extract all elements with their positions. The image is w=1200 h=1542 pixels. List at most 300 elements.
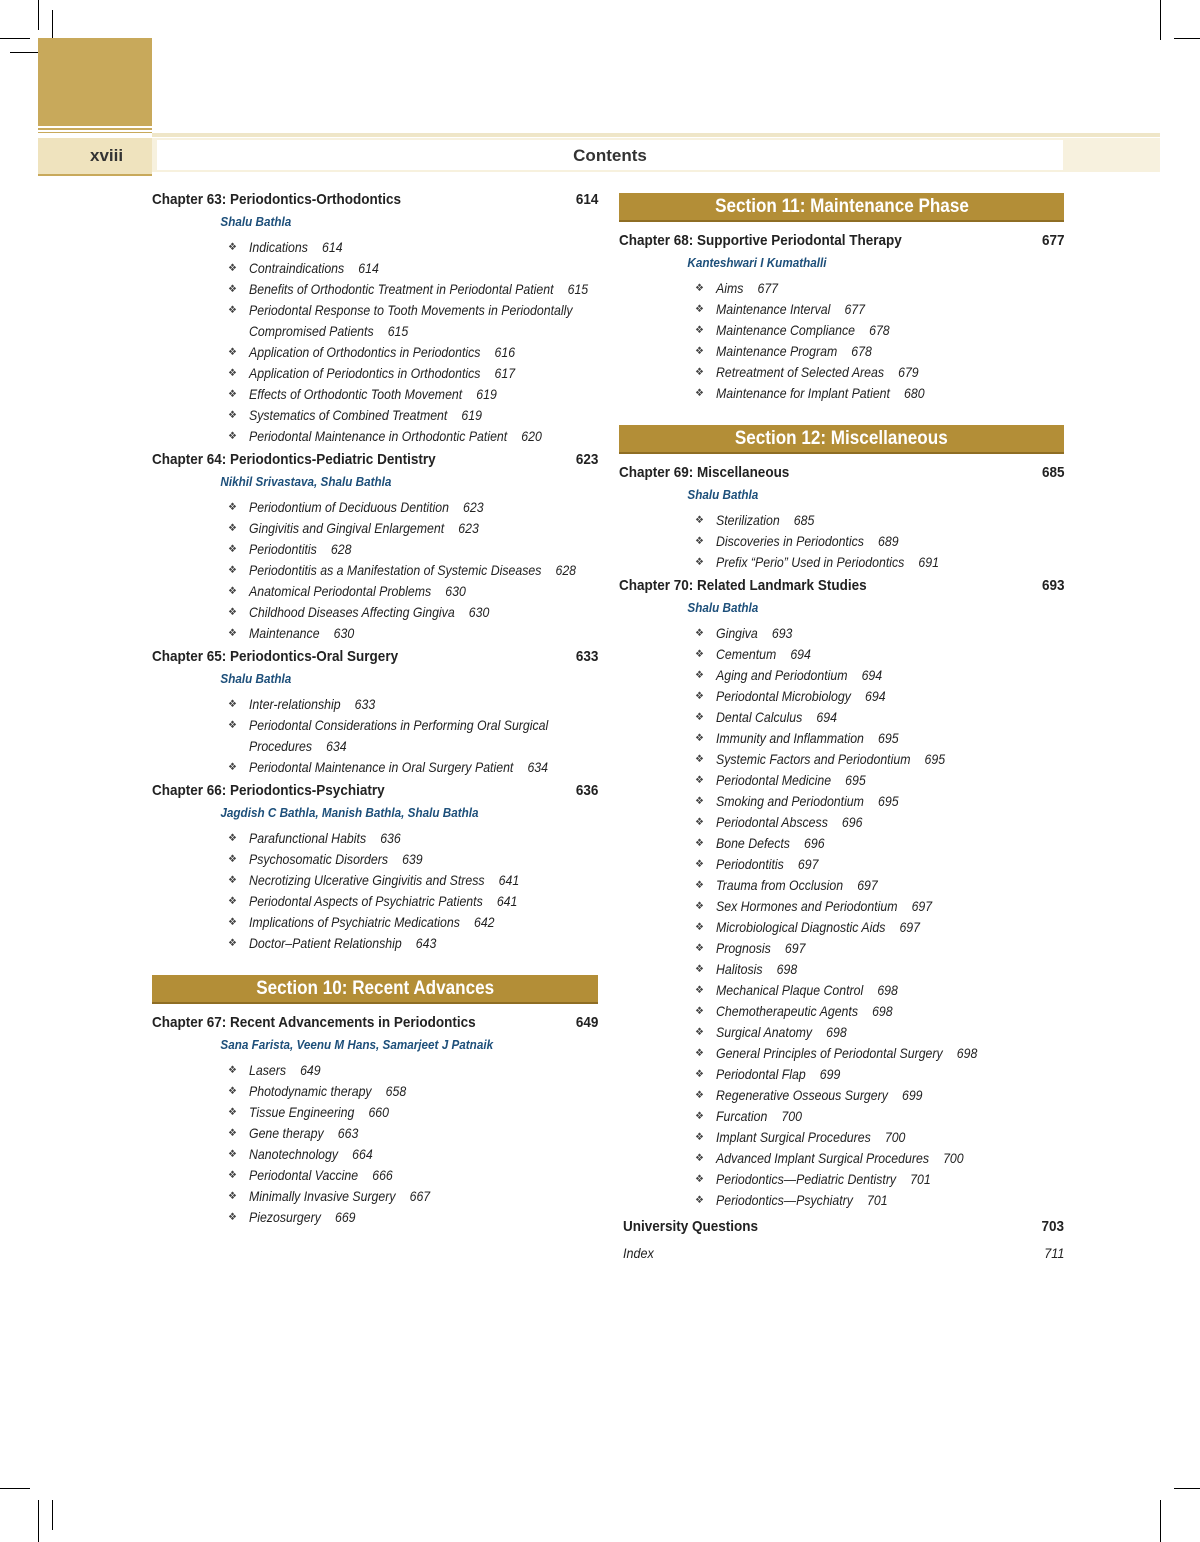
topic-item: [693, 875, 1064, 896]
section-title: Section 12: Miscellaneous: [735, 428, 948, 449]
diamond-bullet-icon: ❖: [228, 305, 237, 316]
topic-title: Systemic Factors and Periodontium: [716, 751, 911, 767]
topic-title: Sterilization: [716, 512, 780, 528]
topic-title: Lasers: [249, 1062, 286, 1078]
topic-page: 619: [476, 386, 497, 402]
topic-item: [693, 749, 1064, 770]
diamond-bullet-icon: ❖: [228, 833, 237, 844]
chapter-authors: Shalu Bathla: [687, 600, 759, 615]
topic-page: 643: [415, 935, 437, 951]
topic-page: 617: [494, 365, 516, 381]
topic-page: 697: [899, 919, 920, 935]
topic-page: 698: [956, 1045, 978, 1061]
topic-title: Childhood Diseases Affecting Gingiva: [249, 604, 455, 620]
topic-title: Nanotechnology: [249, 1146, 339, 1162]
topic-item: [226, 1207, 598, 1228]
crop-mark: [10, 52, 40, 53]
topic-title: Inter-relationship: [249, 696, 341, 712]
section-title: Section 11: Maintenance Phase: [714, 196, 969, 217]
topic-title: General Principles of Periodontal Surgery: [716, 1045, 943, 1061]
chapter-63: [152, 187, 598, 447]
topic-item: [693, 552, 1064, 573]
topic-title: Maintenance Interval: [716, 301, 831, 317]
chapter-number: Chapter 64:: [152, 451, 227, 468]
topic-title: Dental Calculus: [716, 709, 803, 725]
topic-page: 669: [334, 1209, 356, 1225]
topic-title: Periodontal Considerations in Performing Oral Surgical: [249, 717, 549, 733]
topic-page: 695: [878, 793, 899, 809]
topic-page: 634: [326, 738, 347, 754]
topic-item: [693, 791, 1064, 812]
diamond-bullet-icon: ❖: [228, 263, 237, 274]
diamond-bullet-icon: ❖: [695, 775, 704, 786]
toc-left-column: [152, 187, 598, 1228]
chapter-68: [619, 228, 1064, 404]
topic-title: Furcation: [716, 1108, 768, 1124]
topic-page: 678: [851, 343, 872, 359]
topic-item: [693, 833, 1064, 854]
diamond-bullet-icon: ❖: [695, 304, 704, 315]
topic-title: Contraindications: [249, 260, 345, 276]
topic-item: [693, 341, 1064, 362]
chapter-title: Periodontics-Pediatric Dentistry: [230, 451, 436, 468]
topic-title: Gingivitis and Gingival Enlargement: [249, 520, 445, 536]
topic-title: Periodontium of Deciduous Dentition: [249, 499, 449, 515]
topic-page: 679: [898, 364, 919, 380]
topic-title: Compromised Patients: [249, 323, 374, 339]
diamond-bullet-icon: ❖: [228, 1086, 237, 1097]
topic-page: 641: [498, 872, 520, 888]
topic-page: 615: [387, 323, 409, 339]
topic-title: Tissue Engineering: [249, 1104, 355, 1120]
topic-item: [226, 870, 598, 891]
topic-item: [226, 237, 598, 258]
topic-page: 660: [368, 1104, 390, 1120]
university-questions-page: 703: [1041, 1218, 1064, 1235]
topic-page: 642: [473, 914, 495, 930]
diamond-bullet-icon: ❖: [228, 523, 237, 534]
topic-item: [226, 694, 598, 715]
topic-title: Effects of Orthodontic Tooth Movement: [249, 386, 463, 402]
topic-item: [693, 980, 1064, 1001]
header-rule: [38, 128, 152, 130]
topic-title: Periodontal Response to Tooth Movements in Periodontally: [249, 302, 573, 318]
topic-page: 699: [819, 1066, 841, 1082]
chapter-number: Chapter 70:: [619, 577, 694, 594]
topic-page: 616: [494, 344, 516, 360]
topic-page: 630: [468, 604, 490, 620]
chapter-authors: Sana Farista, Veenu M Hans, Samarjeet J Patnaik: [220, 1037, 494, 1052]
corner-gold-block: [38, 38, 152, 126]
diamond-bullet-icon: ❖: [228, 1065, 237, 1076]
topic-page: 694: [790, 646, 811, 662]
diamond-bullet-icon: ❖: [228, 917, 237, 928]
chapter-page: 649: [575, 1014, 599, 1031]
university-questions-label: University Questions: [623, 1218, 759, 1235]
diamond-bullet-icon: ❖: [228, 1170, 237, 1181]
chapter-number: Chapter 67:: [152, 1014, 227, 1031]
topic-page: 677: [844, 301, 866, 317]
diamond-bullet-icon: ❖: [695, 325, 704, 336]
topic-page: 664: [352, 1146, 373, 1162]
topic-title: Application of Orthodontics in Periodontics: [249, 344, 481, 360]
index-label: Index: [623, 1245, 654, 1261]
topic-title: Parafunctional Habits: [249, 830, 367, 846]
topic-item: [226, 757, 598, 778]
diamond-bullet-icon: ❖: [695, 1069, 704, 1080]
topic-title: Microbiological Diagnostic Aids: [716, 919, 886, 935]
diamond-bullet-icon: ❖: [695, 880, 704, 891]
topic-page: 623: [458, 520, 479, 536]
chapter-number: Chapter 63:: [152, 191, 227, 208]
diamond-bullet-icon: ❖: [695, 796, 704, 807]
diamond-bullet-icon: ❖: [695, 1174, 704, 1185]
topic-page: 630: [333, 625, 355, 641]
topic-page: 623: [463, 499, 484, 515]
chapter-page: 633: [575, 648, 599, 665]
chapter-heading: [619, 460, 1065, 486]
topic-page: 641: [496, 893, 518, 909]
diamond-bullet-icon: ❖: [228, 368, 237, 379]
topic-item: [693, 644, 1064, 665]
diamond-bullet-icon: ❖: [695, 985, 704, 996]
topic-page: 697: [784, 940, 806, 956]
topic-item: [693, 1190, 1064, 1211]
topic-page: 697: [911, 898, 933, 914]
topic-page: 677: [757, 280, 779, 296]
topic-page: 630: [445, 583, 466, 599]
topic-page: 694: [864, 688, 886, 704]
chapter-page: 693: [1041, 577, 1065, 594]
toc-right-column: [619, 193, 1064, 1266]
topic-item: [693, 1001, 1064, 1022]
diamond-bullet-icon: ❖: [228, 854, 237, 865]
topic-item: [693, 383, 1064, 404]
topic-title: Periodontitis: [249, 541, 317, 557]
topic-item: [693, 510, 1064, 531]
topic-item: [693, 531, 1064, 552]
topic-page: 628: [555, 562, 577, 578]
topic-page: 619: [461, 407, 482, 423]
topic-page: 695: [845, 772, 866, 788]
topic-title: Maintenance for Implant Patient: [716, 385, 890, 401]
diamond-bullet-icon: ❖: [695, 515, 704, 526]
chapter-67: [152, 1010, 598, 1228]
diamond-bullet-icon: ❖: [695, 1111, 704, 1122]
chapter-authors: Jagdish C Bathla, Manish Bathla, Shalu Bathla: [220, 805, 479, 820]
diamond-bullet-icon: ❖: [228, 720, 237, 731]
topic-item: [226, 363, 598, 384]
topic-item: [226, 560, 598, 581]
diamond-bullet-icon: ❖: [695, 901, 704, 912]
topic-item: [693, 1106, 1064, 1127]
topic-item: [226, 1102, 598, 1123]
topic-item: [693, 362, 1064, 383]
topic-title: Advanced Implant Surgical Procedures: [716, 1150, 929, 1166]
topic-item-continuation: [226, 736, 598, 757]
topic-list: [619, 278, 1064, 404]
chapter-heading: [619, 228, 1065, 254]
topic-item: [226, 1165, 598, 1186]
index-row: [619, 1240, 1064, 1266]
topic-item: [226, 258, 598, 279]
topic-title: Aging and Periodontium: [716, 667, 848, 683]
topic-item: [226, 518, 598, 539]
topic-title: Periodontal Microbiology: [716, 688, 851, 704]
diamond-bullet-icon: ❖: [228, 1212, 237, 1223]
index-page: 711: [1043, 1245, 1064, 1261]
chapter-number: Chapter 66:: [152, 782, 227, 799]
topic-title: Periodontal Vaccine: [249, 1167, 359, 1183]
topic-item: [226, 405, 598, 426]
diamond-bullet-icon: ❖: [228, 938, 237, 949]
crop-mark: [52, 10, 53, 40]
chapter-authors: Shalu Bathla: [220, 214, 292, 229]
topic-item: [226, 912, 598, 933]
topic-title: Smoking and Periodontium: [716, 793, 864, 809]
chapter-page: 614: [575, 191, 599, 208]
topic-item-continuation: [226, 321, 598, 342]
topic-page: 700: [781, 1108, 802, 1124]
chapter-number: Chapter 65:: [152, 648, 227, 665]
diamond-bullet-icon: ❖: [695, 1090, 704, 1101]
topic-item: [693, 1043, 1064, 1064]
topic-page: 614: [358, 260, 379, 276]
topic-title: Periodontitis: [716, 856, 784, 872]
diamond-bullet-icon: ❖: [695, 943, 704, 954]
diamond-bullet-icon: ❖: [695, 283, 704, 294]
topic-page: 678: [869, 322, 890, 338]
topic-item: [693, 665, 1064, 686]
topic-title: Systematics of Combined Treatment: [249, 407, 448, 423]
diamond-bullet-icon: ❖: [695, 817, 704, 828]
topic-page: 680: [904, 385, 925, 401]
topic-page: 614: [321, 239, 343, 255]
topic-item: [226, 426, 598, 447]
diamond-bullet-icon: ❖: [228, 1128, 237, 1139]
topic-title: Indications: [249, 239, 308, 255]
topic-item: [693, 1127, 1064, 1148]
topic-list: [152, 828, 598, 954]
topic-list: [152, 694, 598, 778]
chapter-heading: [152, 447, 599, 473]
chapter-66: [152, 778, 598, 954]
diamond-bullet-icon: ❖: [695, 922, 704, 933]
topic-item: [226, 384, 598, 405]
topic-page: 694: [816, 709, 837, 725]
chapter-heading: [152, 187, 599, 213]
topic-page: 698: [776, 961, 798, 977]
topic-page: 658: [385, 1083, 407, 1099]
topic-page: 691: [918, 554, 939, 570]
topic-page: 695: [924, 751, 946, 767]
topic-title: Maintenance Program: [716, 343, 838, 359]
diamond-bullet-icon: ❖: [695, 1132, 704, 1143]
topic-title: Regenerative Osseous Surgery: [716, 1087, 888, 1103]
topic-page: 695: [877, 730, 899, 746]
chapter-title: Miscellaneous: [697, 464, 790, 481]
topic-title: Implications of Psychiatric Medications: [249, 914, 460, 930]
topic-title: Piezosurgery: [249, 1209, 321, 1225]
topic-title: Photodynamic therapy: [249, 1083, 372, 1099]
topic-page: 698: [877, 982, 898, 998]
topic-title: Necrotizing Ulcerative Gingivitis and Stress: [249, 872, 485, 888]
topic-page: 615: [567, 281, 589, 297]
diamond-bullet-icon: ❖: [228, 586, 237, 597]
chapter-64: [152, 447, 598, 644]
topic-page: 699: [901, 1087, 923, 1103]
topic-page: 633: [354, 696, 376, 712]
topic-page: 689: [877, 533, 899, 549]
topic-title: Psychosomatic Disorders: [249, 851, 388, 867]
diamond-bullet-icon: ❖: [228, 699, 237, 710]
topic-page: 697: [857, 877, 878, 893]
topic-page: 628: [330, 541, 352, 557]
topic-item: [693, 1022, 1064, 1043]
topic-item: [693, 812, 1064, 833]
topic-title: Periodontal Aspects of Psychiatric Patients: [249, 893, 483, 909]
diamond-bullet-icon: ❖: [695, 964, 704, 975]
diamond-bullet-icon: ❖: [228, 896, 237, 907]
topic-item: [226, 623, 598, 644]
section-header: [619, 193, 1064, 222]
topic-item: [693, 707, 1064, 728]
topic-item: [693, 917, 1064, 938]
diamond-bullet-icon: ❖: [695, 536, 704, 547]
section-header: [619, 425, 1064, 454]
topic-page: 639: [402, 851, 423, 867]
topic-page: 698: [826, 1024, 847, 1040]
topic-title: Periodontitis as a Manifestation of Systemic Diseases: [249, 562, 542, 578]
topic-item: [693, 938, 1064, 959]
diamond-bullet-icon: ❖: [695, 346, 704, 357]
topic-page: 620: [521, 428, 542, 444]
chapter-title: Periodontics-Psychiatry: [230, 782, 385, 799]
diamond-bullet-icon: ❖: [695, 859, 704, 870]
topic-title: Halitosis: [716, 961, 763, 977]
diamond-bullet-icon: ❖: [228, 875, 237, 886]
topic-item: [226, 1081, 598, 1102]
topic-list: [619, 623, 1064, 1211]
chapter-page: 677: [1041, 232, 1065, 249]
topic-item: [693, 854, 1064, 875]
topic-title: Prognosis: [716, 940, 771, 956]
chapter-heading: [152, 644, 599, 670]
topic-title: Anatomical Periodontal Problems: [249, 583, 432, 599]
topic-title: Retreatment of Selected Areas: [716, 364, 885, 380]
crop-mark: [38, 1500, 39, 1542]
topic-item: [693, 1148, 1064, 1169]
chapter-number: Chapter 69:: [619, 464, 694, 481]
topic-title: Benefits of Orthodontic Treatment in Periodontal Patient: [249, 281, 554, 297]
diamond-bullet-icon: ❖: [228, 389, 237, 400]
diamond-bullet-icon: ❖: [695, 388, 704, 399]
header-top-band: [152, 133, 1160, 137]
diamond-bullet-icon: ❖: [695, 367, 704, 378]
topic-page: 698: [872, 1003, 893, 1019]
chapter-authors: Shalu Bathla: [687, 487, 759, 502]
diamond-bullet-icon: ❖: [695, 754, 704, 765]
topic-title: Periodontal Medicine: [716, 772, 832, 788]
topic-title: Periodontics—Pediatric Dentistry: [716, 1171, 897, 1187]
diamond-bullet-icon: ❖: [228, 607, 237, 618]
diamond-bullet-icon: ❖: [228, 1149, 237, 1160]
diamond-bullet-icon: ❖: [228, 431, 237, 442]
crop-mark: [0, 38, 30, 39]
topic-item: [226, 1144, 598, 1165]
topic-page: 696: [804, 835, 825, 851]
topic-item: [226, 300, 598, 321]
topic-page: 696: [841, 814, 863, 830]
diamond-bullet-icon: ❖: [695, 712, 704, 723]
topic-page: 693: [771, 625, 793, 641]
topic-item: [693, 278, 1064, 299]
diamond-bullet-icon: ❖: [228, 565, 237, 576]
topic-item: [693, 770, 1064, 791]
diamond-bullet-icon: ❖: [695, 628, 704, 639]
topic-title: Maintenance Compliance: [716, 322, 856, 338]
topic-page: 701: [910, 1171, 931, 1187]
topic-item: [693, 686, 1064, 707]
topic-page: 697: [797, 856, 819, 872]
topic-item: [693, 1169, 1064, 1190]
chapter-heading: [152, 1010, 599, 1036]
diamond-bullet-icon: ❖: [228, 628, 237, 639]
chapter-title: Periodontics-Orthodontics: [230, 191, 402, 208]
topic-title: Maintenance: [249, 625, 320, 641]
topic-item: [693, 299, 1064, 320]
diamond-bullet-icon: ❖: [228, 284, 237, 295]
chapter-page: 636: [575, 782, 599, 799]
topic-title: Immunity and Inflammation: [716, 730, 864, 746]
topic-page: 649: [300, 1062, 321, 1078]
crop-mark: [0, 1488, 30, 1489]
topic-page: 667: [409, 1188, 431, 1204]
diamond-bullet-icon: ❖: [695, 733, 704, 744]
chapter-70: [619, 573, 1064, 1211]
topic-page: 701: [867, 1192, 888, 1208]
topic-title: Gingiva: [716, 625, 758, 641]
topic-item: [226, 497, 598, 518]
chapter-69: [619, 460, 1064, 573]
section-header: [152, 975, 598, 1004]
diamond-bullet-icon: ❖: [228, 502, 237, 513]
crop-mark: [1160, 0, 1161, 40]
topic-item: [693, 320, 1064, 341]
topic-item: [693, 728, 1064, 749]
topic-item: [226, 581, 598, 602]
topic-page: 634: [527, 759, 548, 775]
diamond-bullet-icon: ❖: [228, 544, 237, 555]
chapter-65: [152, 644, 598, 778]
diamond-bullet-icon: ❖: [228, 242, 237, 253]
topic-page: 700: [884, 1129, 906, 1145]
diamond-bullet-icon: ❖: [695, 670, 704, 681]
crop-mark: [52, 1500, 53, 1530]
topic-title: Implant Surgical Procedures: [716, 1129, 871, 1145]
diamond-bullet-icon: ❖: [228, 762, 237, 773]
topic-title: Periodontal Flap: [716, 1066, 806, 1082]
chapter-title: Recent Advancements in Periodontics: [230, 1014, 476, 1031]
topic-title: Doctor–Patient Relationship: [249, 935, 402, 951]
topic-item: [226, 828, 598, 849]
topic-title: Prefix “Perio” Used in Periodontics: [716, 554, 905, 570]
topic-item: [226, 1060, 598, 1081]
chapter-title: Related Landmark Studies: [697, 577, 867, 594]
diamond-bullet-icon: ❖: [228, 410, 237, 421]
diamond-bullet-icon: ❖: [695, 1153, 704, 1164]
topic-title: Sex Hormones and Periodontium: [716, 898, 898, 914]
